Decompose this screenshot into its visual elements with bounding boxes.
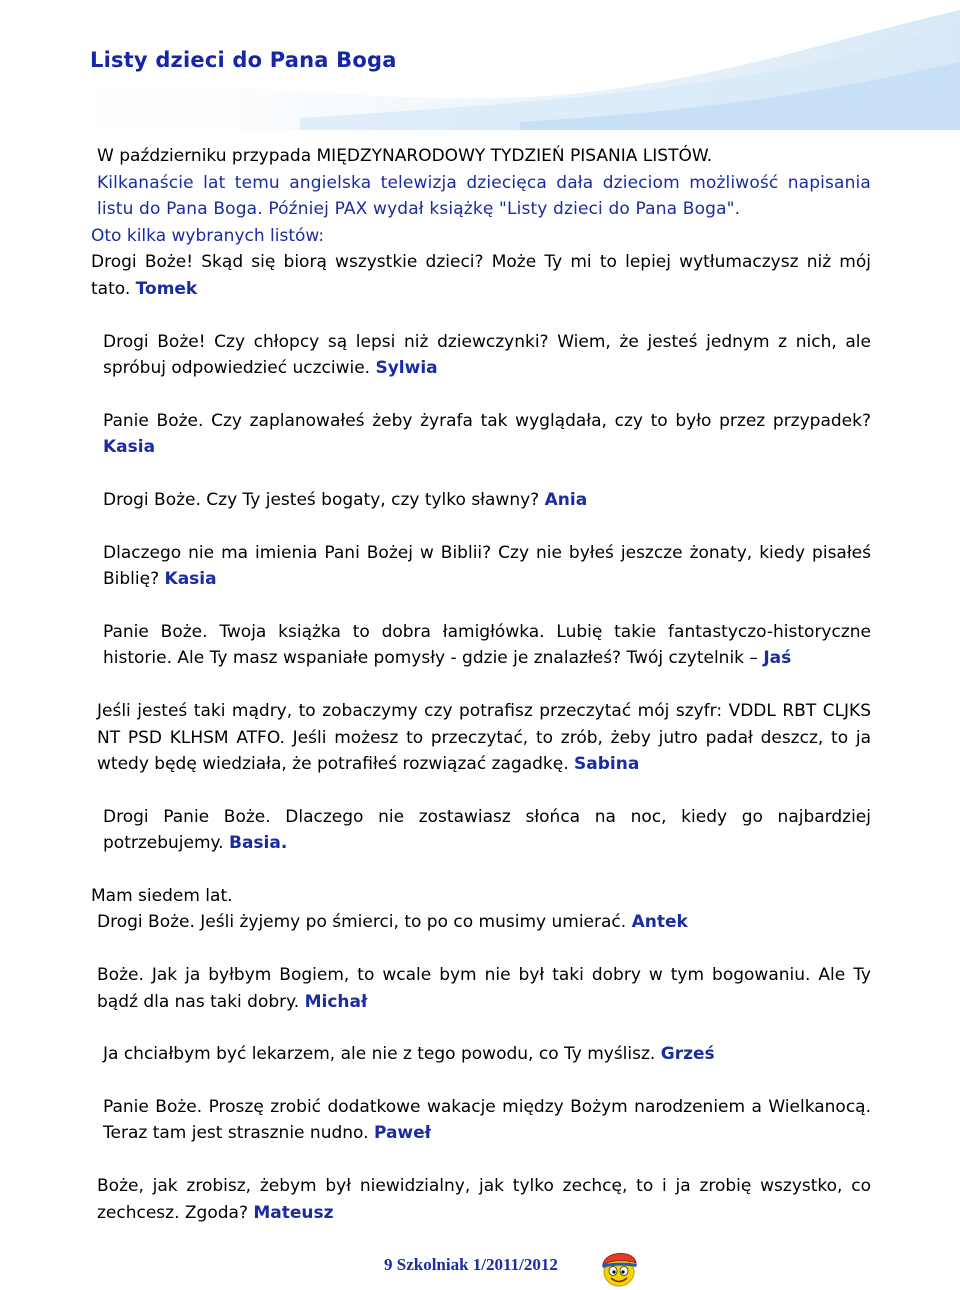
letter [91, 1094, 871, 1147]
page-title: Listy dzieci do Pana Boga [90, 48, 397, 72]
letter [91, 249, 871, 302]
letter [91, 804, 871, 857]
letter-author: Tomek [135, 278, 198, 299]
letter-author: Ania [544, 489, 588, 510]
letter-text: Boże. Jak ja byłbym Bogiem, to wcale bym nie był taki dobry w tym bogowaniu. Ale Ty bądź dla nas taki dobry. [97, 965, 871, 1012]
letter-author: Sylwia [375, 358, 438, 379]
letters-list [91, 249, 871, 1226]
letter-text: Panie Boże. Czy zaplanowałeś żeby żyrafa tak wyglądała, czy to było przez przypadek? [103, 410, 871, 431]
letter-text: Drogi Panie Boże. Dlaczego nie zostawiasz słońca na noc, kiedy go najbardziej potrzebujemy. [103, 806, 871, 854]
intro-line-1: W październiku przypada MIĘDZYNARODOWY TYDZIEŃ PISANIA LISTÓW. [97, 146, 713, 166]
letter-text: Drogi Boże. Czy Ty jesteś bogaty, czy tylko sławny? [103, 489, 540, 510]
letter-text: Drogi Boże. Jeśli żyjemy po śmierci, to po co musimy umierać. [97, 912, 627, 933]
intro-line-2: Kilkanaście lat temu angielska telewizja dziecięca dała dzieciom możliwość napisania listu do Pana Boga. Później PAX wydał książkę "Listy dzieci do Pana Boga". [97, 172, 871, 220]
letter [91, 619, 871, 672]
letter [91, 1173, 871, 1226]
letter-author: Kasia [103, 437, 156, 458]
letter-author: Michał [304, 991, 368, 1012]
letter [91, 329, 871, 382]
letter-text: Panie Boże. Proszę zrobić dodatkowe wakacje między Bożym narodzeniem a Wielkanocą. Teraz tam jest strasznie nudno. [103, 1096, 871, 1144]
letter-author: Sabina [574, 754, 640, 775]
letter-text: Jeśli jesteś taki mądry, to zobaczymy czy potrafisz przeczytać mój szyfr: VDDL RBT CLJKS NT PSD KLHSM ATFO. Jeśli możesz to przeczytać, to zrób, żeby jutro padał deszcz, to ja wtedy będę wiedziała, że potrafiłeś rozwiązać zagadkę. [97, 700, 871, 775]
letter [91, 909, 871, 936]
letter-author: Mateusz [253, 1202, 334, 1223]
letter [91, 408, 871, 461]
letter-author: Antek [631, 912, 688, 933]
letter-text: Panie Boże. Twoja książka to dobra łamigłówka. Lubię takie fantastyczo-historyczne historie. Ale Ty masz wspaniałe pomysły - gdzie je znalazłeś? Twój czytelnik – [103, 621, 871, 669]
intro [91, 143, 871, 249]
letter [91, 698, 871, 778]
letter [91, 487, 871, 514]
letter-author: Grześ [660, 1044, 715, 1065]
smiley-mascot-icon [596, 1243, 642, 1289]
letter-author: Jaś [763, 648, 792, 669]
letter [91, 1041, 871, 1068]
letter-text: Drogi Boże! Skąd się biorą wszystkie dzieci? Może Ty mi to lepiej wytłumaczysz niż mój tato. [91, 252, 871, 299]
letter-author: Basia. [228, 833, 288, 854]
letter-preface: Mam siedem lat. [91, 885, 233, 906]
letter-author: Kasia [164, 569, 217, 590]
letter-text: Dlaczego nie ma imienia Pani Bożej w Biblii? Czy nie byłeś jeszcze żonaty, kiedy pisałeś Biblię? [103, 542, 871, 590]
letter [91, 540, 871, 593]
letter-text: Ja chciałbym być lekarzem, ale nie z tego powodu, co Ty myślisz. [103, 1044, 656, 1065]
article-body [91, 143, 871, 1226]
intro-line-3: Oto kilka wybranych listów: [91, 225, 325, 246]
letter-author: Paweł [373, 1123, 431, 1144]
page-footer: 9 Szkolniak 1/2011/2012 [384, 1255, 558, 1274]
letter-text: Boże, jak zrobisz, żebym był niewidzialny, jak tylko zechcę, to i ja zrobię wszystko, co zechcesz. Zgoda? [97, 1176, 871, 1223]
letter [91, 962, 871, 1015]
letter-text: Drogi Boże! Czy chłopcy są lepsi niż dziewczynki? Wiem, że jesteś jednym z nich, ale spróbuj odpowiedzieć uczciwie. [103, 331, 871, 379]
